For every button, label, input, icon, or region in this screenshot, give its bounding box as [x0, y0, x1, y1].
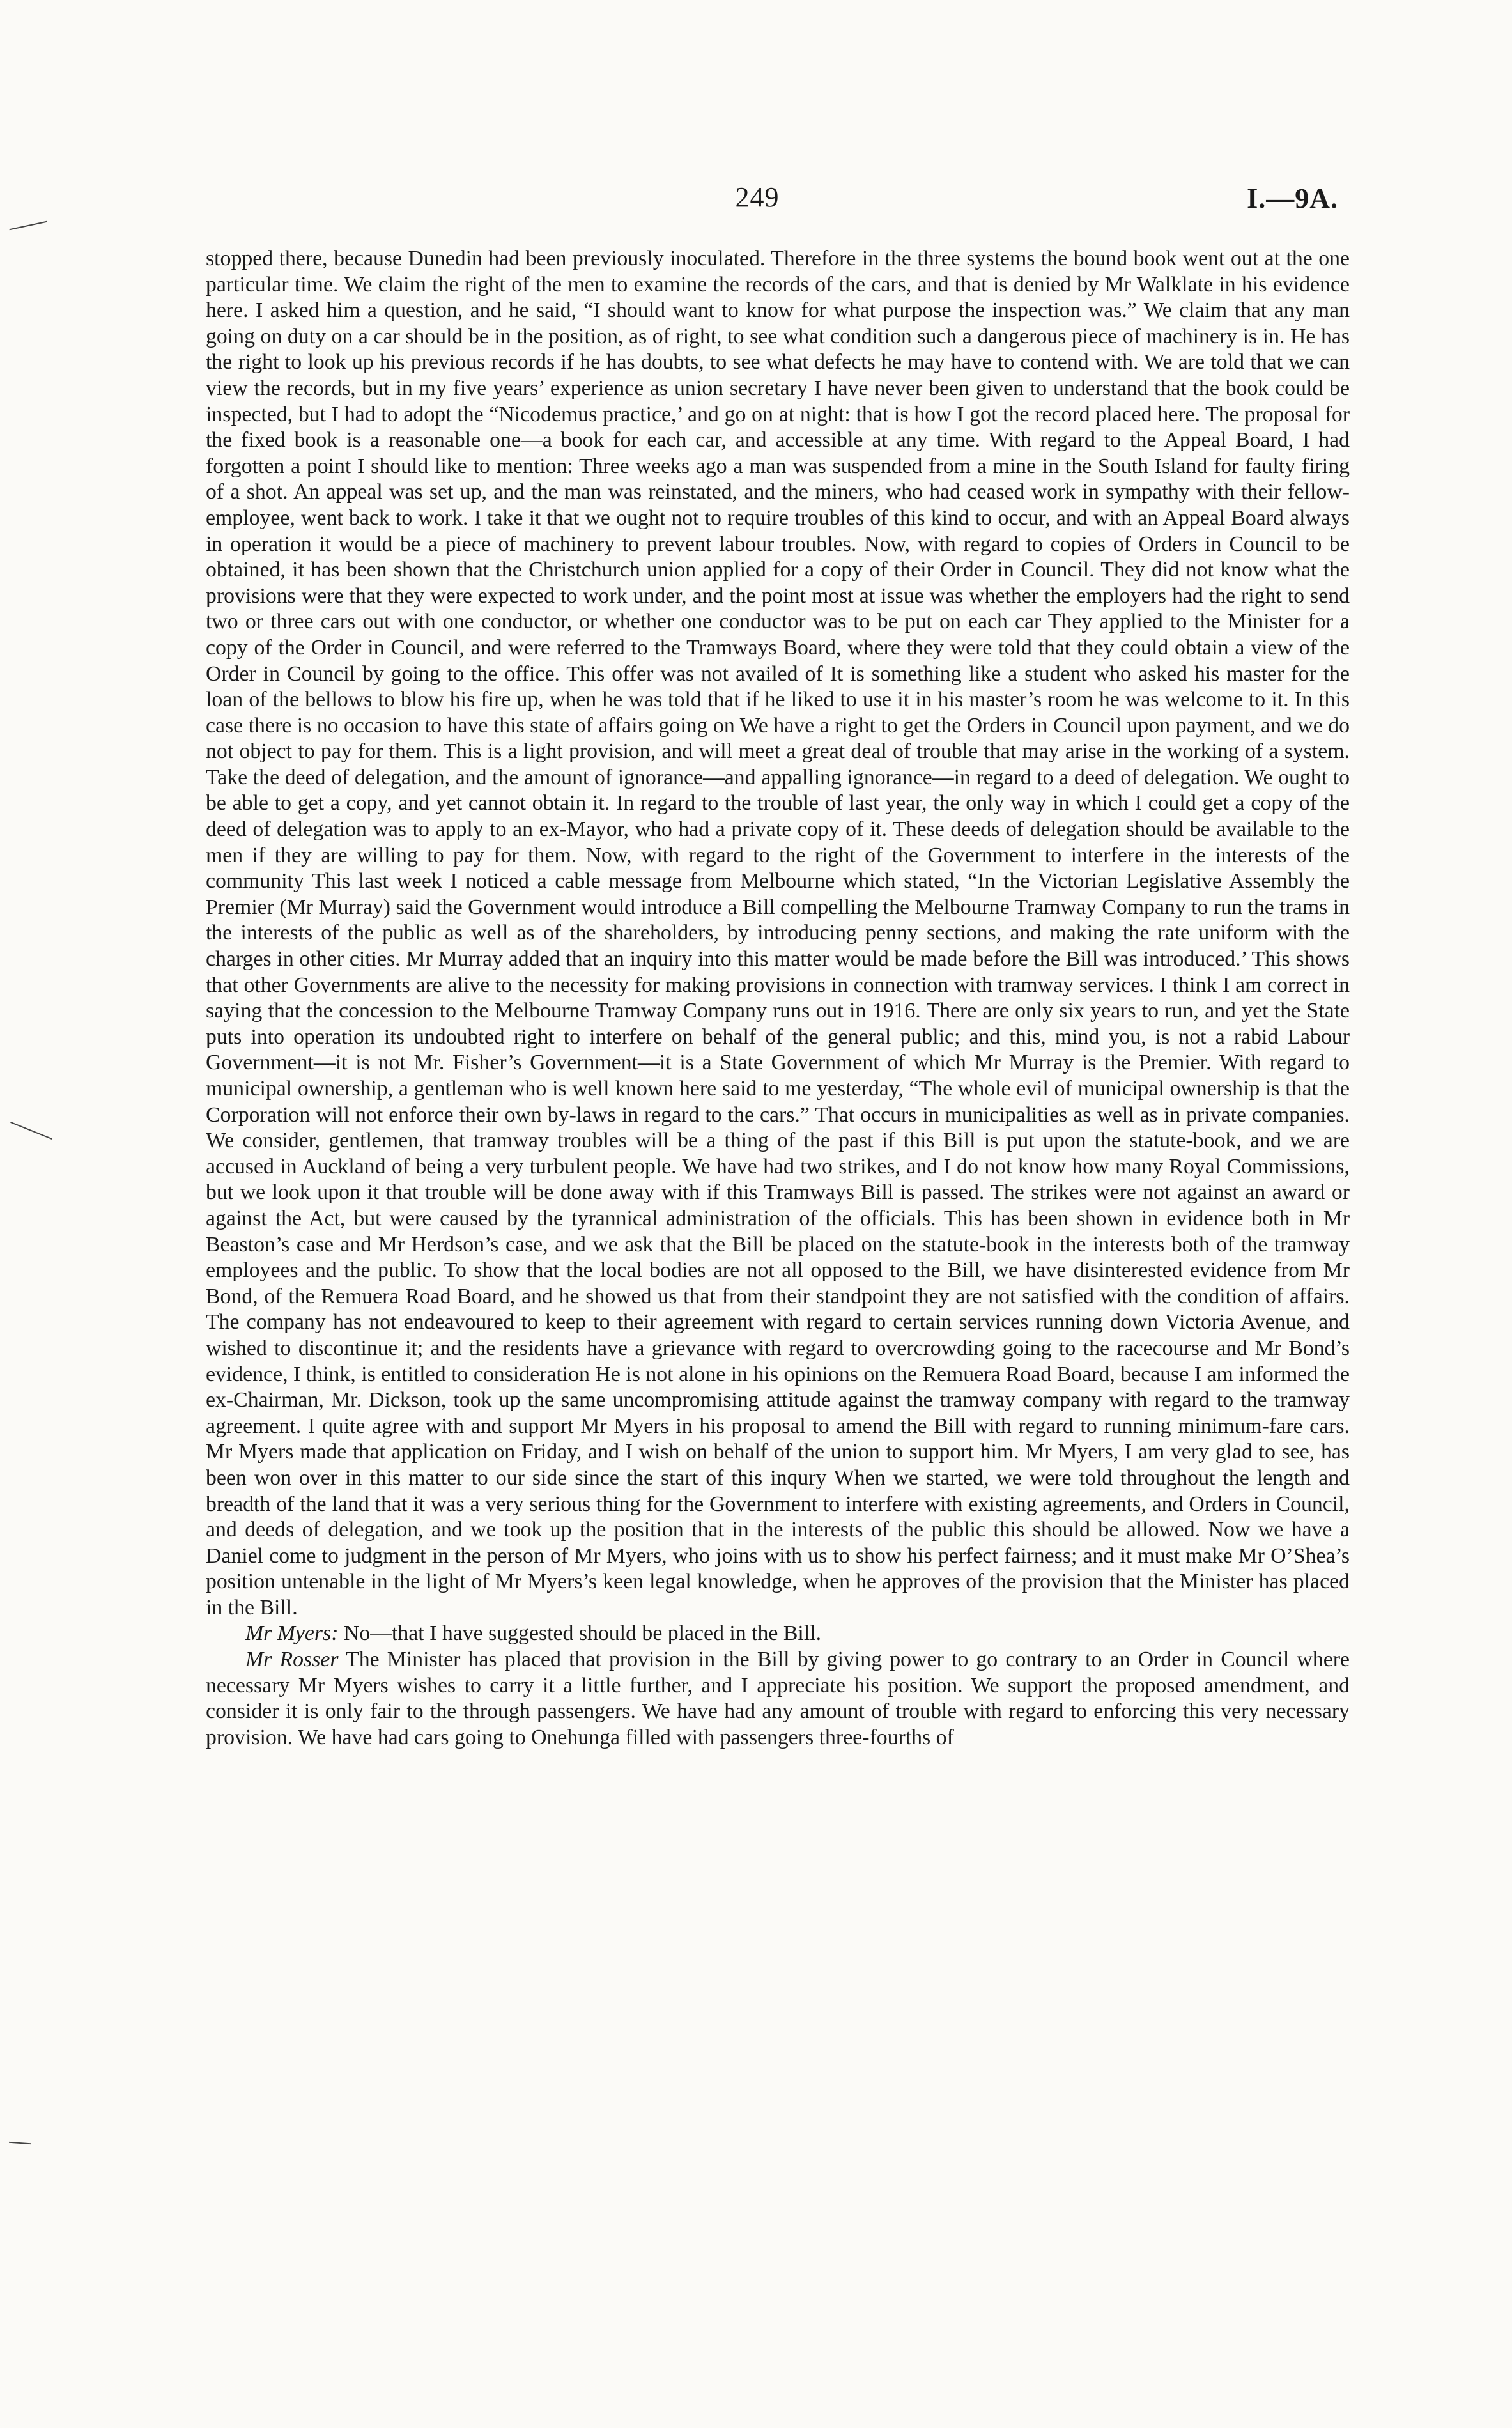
page-header — [0, 181, 1512, 219]
page-number: 249 — [735, 182, 780, 213]
speaker-name: Mr Rosser — [245, 1648, 339, 1672]
paragraph-rosser-testimony: stopped there, because Dunedin had been previously inoculated. Therefore in the three systems the bound book went out at the one particular time. We claim the right of the men to examine the records of the cars, and that is denied by Mr Walklate in his evidence here. I asked him a question, and he said, “I should want to know for what purpose the inspection was.” We claim that any man going on duty on a car should be in the position, as of right, to see what condition such a dangerous piece of machinery is in. He has the right to look up his previous records if he has doubts, to see what defects he may have to contend with. We are told that we can view the records, but in my five years’ experience as union secretary I have never been given to understand that the book could be inspected, but I had to adopt the “Nicodemus practice,’ and go on at night: that is how I got the record placed here. The proposal for the fixed book is a reasonable one—a book for each car, and accessible at any time. With regard to the Appeal Board, I had forgotten a point I should like to mention: Three weeks ago a man was suspended from a mine in the South Island for faulty firing of a shot. An appeal was set up, and the man was reinstated, and the miners, who had ceased work in sympathy with their fellow-employee, went back to work. I take it that we ought not to require troubles of this kind to occur, and with an Appeal Board always in operation it would be a piece of machinery to prevent labour troubles. Now, with regard to copies of Orders in Council to be obtained, it has been shown that the Christchurch union applied for a copy of their Order in Council. They did not know what the provisions were that they were expected to work under, and the point most at issue was whether the employers had the right to send two or three cars out with one conductor, or whether one conductor was to be put on each car They applied to the Minister for a copy of the Order in Council, and were referred to the Tramways Board, where they were told that they could obtain a view of the Order in Council by going to the office. This offer was not availed of It is something like a student who asked his master for the loan of the bellows to blow his fire up, when he was told that if he liked to use it in his master’s room he was welcome to it. In this case there is no occasion to have this state of affairs going on We have a right to get the Orders in Council upon payment, and we do not object to pay for them. This is a light provision, and will meet a great deal of trouble that may arise in the working of a system. Take the deed of delegation, and the amount of ignorance—and appalling ignorance—in regard to a deed of delegation. We ought to be able to get a copy, and yet cannot obtain it. In regard to the trouble of last year, the only way in which I could get a copy of the deed of delegation was to apply to an ex-Mayor, who had a private copy of it. These deeds of delegation should be available to the men if they are willing to pay for them. Now, with regard to the right of the Government to interfere in the interests of the community This last week I noticed a cable message from Melbourne which stated, “In the Victorian Legislative Assembly the Premier (Mr Murray) said the Government would introduce a Bill compelling the Melbourne Tramway Company to run the trams in the interests of the public as well as of the shareholders, by introducing penny sections, and making the rate uniform with the charges in other cities. Mr Murray added that an inquiry into this matter would be made before the Bill was introduced.’ This shows that other Governments are alive to the necessity for making provisions in connection with tramway services. I think I am correct in saying that the concession to the Melbourne Tramway Company runs out in 1916. There are only six years to run, and yet the State puts into operation its undoubted right to interfere on behalf of the general public; and this, mind you, is not a rabid Labour Government—it is not Mr. Fisher’s Government—it is a State Government of which Mr Murray is the Premier. With regard to municipal ownership, a gentleman who is well known here said to me yesterday, “The whole evil of municipal ownership is that the Corporation will not enforce their own by-laws in regard to the cars.” That occurs in municipalities as well as in private companies. We consider, gentlemen, that tramway troubles will be a thing of the past if this Bill is put upon the statute-book, and we are accused in Auckland of being a very turbulent people. We have had two strikes, and I do not know how many Royal Commissions, but we look upon it that trouble will be done away with if this Tramways Bill is passed. The strikes were not against an award or against the Act, but were caused by the tyrannical administration of the officials. This has been shown in evidence both in Mr Beaston’s case and Mr Herdson’s case, and we ask that the Bill be placed on the statute-book in the interests both of the tramway employees and the public. To show that the local bodies are not all opposed to the Bill, we have disinterested evidence from Mr Bond, of the Remuera Road Board, and he showed us that from their standpoint they are not satisfied with the condition of affairs. The company has not endeavoured to keep to their agreement with regard to certain services running down Victoria Avenue, and wished to discontinue it; and the residents have a grievance with regard to overcrowding going to the racecourse and Mr Bond’s evidence, I think, is entitled to consideration He is not alone in his opinions on the Remuera Road Board, because I am informed the ex-Chairman, Mr. Dickson, took up the same uncompromising attitude against the tramway company with regard to the tramway agreement. I quite agree with and support Mr Myers in his proposal to amend the Bill with regard to running minimum-fare cars. Mr Myers made that application on Friday, and I wish on behalf of the union to support him. Mr Myers, I am very glad to see, has been won over in this matter to our side since the start of this inqury When we started, we were told throughout the length and breadth of the land that it was a very serious thing for the Government to interfere with existing agreements, and Orders in Council, and deeds of delegation, and we took up the position that in the interests of the public this should be allowed. Now we have a Daniel come to judgment in the person of Mr Myers, who joins with us to show his perfect fairness; and it must make Mr O’Shea’s position untenable in the light of Mr Myers’s keen legal knowledge, when he approves of the provision that the Minister has placed in the Bill. — [206, 247, 1350, 1620]
document-body — [206, 246, 1350, 1751]
speaker-name: Mr Myers: — [245, 1621, 339, 1646]
margin-tick-mark — [10, 1122, 52, 1140]
speech-text: No—that I have suggested should be placed in the Bill. — [338, 1621, 822, 1646]
speech-text: The Minister has placed that provision in the Bill by giving power to go contrary to an Order in Council where necessary Mr Myers wishes to carry it a little further, and I appreciate his position. We support the proposed amendment, and consider it is only fair to the through passengers. We have had any amount of trouble with regard to enforcing this very necessary provision. We have had cars going to Onehunga filled with passengers three-fourths of — [206, 1648, 1350, 1749]
margin-tick-mark — [9, 2142, 31, 2144]
paragraph-rosser-reply — [206, 1647, 1350, 1751]
paragraph-myers-interjection — [206, 1621, 1350, 1647]
document-reference: I.—9A. — [1247, 183, 1338, 214]
margin-tick-mark — [9, 221, 47, 230]
